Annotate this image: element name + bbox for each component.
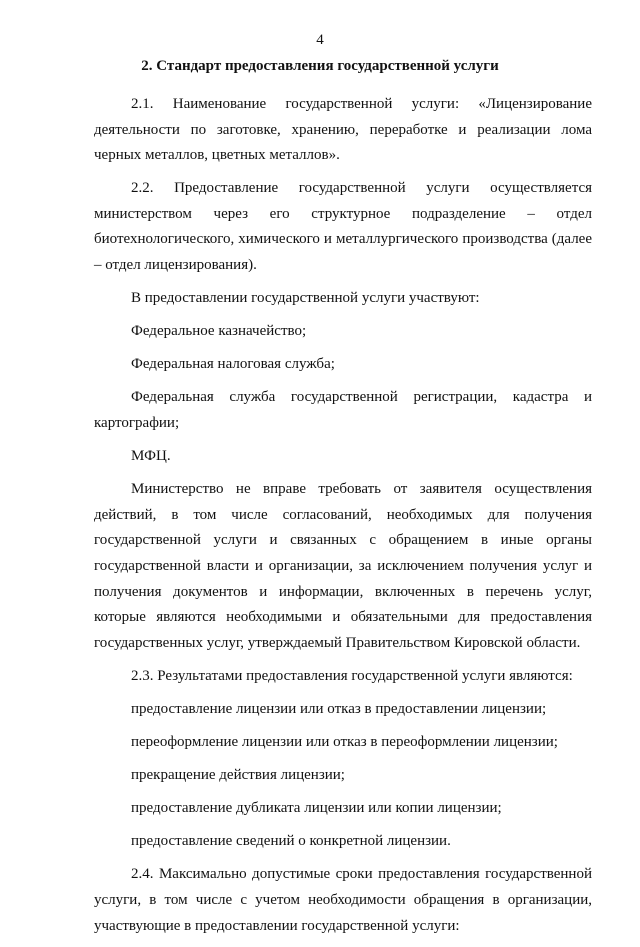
paragraph-2-4: 2.4. Максимально допустимые сроки предоставления государственной услуги, в том числе с учетом необходимости обращения в организации, участвующие в предоставлении государственной услуги: bbox=[94, 866, 592, 934]
result-item-granting: предоставление лицензии или отказ в предоставлении лицензии; bbox=[131, 700, 547, 717]
paragraph-participants-intro: В предоставлении государственной услуги участвуют: bbox=[131, 290, 480, 307]
paragraph-2-1: 2.1. Наименование государственной услуги: «Лицензирование деятельности по заготовке, хранению, переработке и реализации лома черных металлов, цветных металлов». bbox=[94, 96, 592, 164]
result-item-information: предоставление сведений о конкретной лицензии. bbox=[131, 833, 451, 850]
document-body bbox=[94, 92, 592, 947]
result-item-duplicate: предоставление дубликата лицензии или копии лицензии; bbox=[131, 800, 502, 817]
participant-registration-service: Федеральная служба государственной регистрации, кадастра и картографии; bbox=[94, 389, 592, 432]
paragraph-2-2: 2.2. Предоставление государственной услуги осуществляется министерством через его структурное подразделение – отдел биотехнологического, химического и металлургического производства (далее – отдел лицензирования). bbox=[94, 180, 592, 274]
participant-mfc: МФЦ. bbox=[131, 448, 171, 465]
participant-treasury: Федеральное казначейство; bbox=[131, 323, 307, 340]
section-title: 2. Стандарт предоставления государственной услуги bbox=[141, 58, 499, 74]
paragraph-ministry-restrictions: Министерство не вправе требовать от заявителя осуществления действий, в том числе согласований, необходимых для получения государственной услуги и связанных с обращением в иные органы государственной власти и организации, за исключением получения услуг и получения документов и информации, включенных в перечень услуг, которые являются необходимыми и обязательными для предоставления государственных услуг, утверждаемый Правительством Кировской области. bbox=[94, 481, 592, 651]
result-item-termination: прекращение действия лицензии; bbox=[131, 767, 345, 784]
result-item-reissue: переоформление лицензии или отказ в переоформлении лицензии; bbox=[131, 734, 558, 751]
paragraph-2-3: 2.3. Результатами предоставления государственной услуги являются: bbox=[131, 667, 573, 684]
page-number: 4 bbox=[316, 32, 324, 48]
participant-tax-service: Федеральная налоговая служба; bbox=[131, 356, 335, 373]
